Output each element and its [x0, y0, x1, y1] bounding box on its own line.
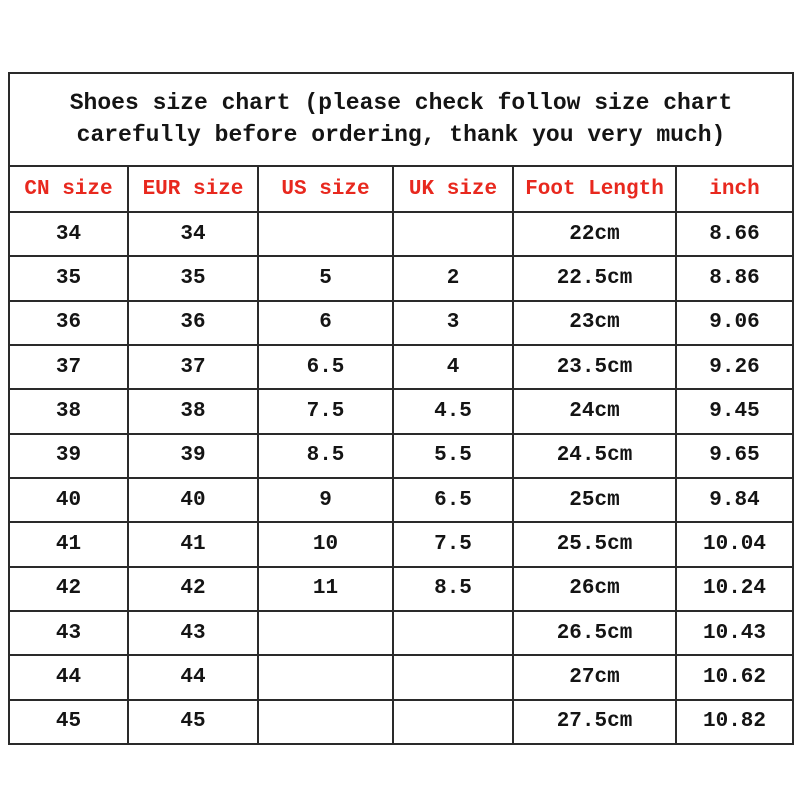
table-cell: 10.82 [676, 700, 793, 744]
table-cell: 23.5cm [513, 345, 676, 389]
table-cell [258, 611, 393, 655]
title-line-2: carefully before ordering, thank you very much) [76, 121, 726, 148]
table-cell: 44 [128, 655, 258, 699]
table-cell: 6.5 [393, 478, 513, 522]
table-cell: 39 [128, 434, 258, 478]
table-row [9, 478, 793, 522]
table-cell: 40 [9, 478, 128, 522]
table-row [9, 522, 793, 566]
table-cell: 27cm [513, 655, 676, 699]
table-cell: 9.26 [676, 345, 793, 389]
table-cell: 9.65 [676, 434, 793, 478]
table-row [9, 256, 793, 300]
table-cell: 26.5cm [513, 611, 676, 655]
table-cell: 37 [9, 345, 128, 389]
table-cell: 4.5 [393, 389, 513, 433]
table-cell [393, 700, 513, 744]
table-cell: 7.5 [393, 522, 513, 566]
table-cell: 45 [128, 700, 258, 744]
table-cell: 8.86 [676, 256, 793, 300]
table-row [9, 611, 793, 655]
table-cell: 10.04 [676, 522, 793, 566]
table-cell [393, 212, 513, 256]
table-header-row [9, 166, 793, 212]
table-cell [258, 655, 393, 699]
table-cell: 10 [258, 522, 393, 566]
table-cell: 5 [258, 256, 393, 300]
table-row [9, 389, 793, 433]
table-cell: 34 [128, 212, 258, 256]
table-cell: 8.66 [676, 212, 793, 256]
table-cell: 43 [128, 611, 258, 655]
table-cell: 10.62 [676, 655, 793, 699]
table-cell: 42 [9, 567, 128, 611]
page-title [9, 73, 793, 166]
table-title-row [9, 73, 793, 166]
shoe-size-chart-table [8, 72, 794, 745]
table-row [9, 567, 793, 611]
table-cell: 25cm [513, 478, 676, 522]
table-cell: 36 [9, 301, 128, 345]
table-cell: 22.5cm [513, 256, 676, 300]
table-cell: 35 [128, 256, 258, 300]
table-cell: 41 [9, 522, 128, 566]
table-cell: 24.5cm [513, 434, 676, 478]
table-cell [258, 700, 393, 744]
table-cell: 9.84 [676, 478, 793, 522]
table-cell: 5.5 [393, 434, 513, 478]
table-cell: 34 [9, 212, 128, 256]
table-cell: 6.5 [258, 345, 393, 389]
table-cell: 41 [128, 522, 258, 566]
table-cell: 22cm [513, 212, 676, 256]
table-cell: 38 [128, 389, 258, 433]
table-cell [258, 212, 393, 256]
table-cell: 24cm [513, 389, 676, 433]
column-header-cn-size: CN size [9, 166, 128, 212]
table-cell: 43 [9, 611, 128, 655]
table-cell: 27.5cm [513, 700, 676, 744]
table-cell: 39 [9, 434, 128, 478]
table-cell [393, 611, 513, 655]
table-cell: 40 [128, 478, 258, 522]
table-cell: 8.5 [258, 434, 393, 478]
column-header-inch: inch [676, 166, 793, 212]
table-row [9, 434, 793, 478]
table-cell: 26cm [513, 567, 676, 611]
column-header-us-size: US size [258, 166, 393, 212]
table-cell: 44 [9, 655, 128, 699]
table-cell: 42 [128, 567, 258, 611]
table-cell: 3 [393, 301, 513, 345]
table-cell: 25.5cm [513, 522, 676, 566]
table-cell: 11 [258, 567, 393, 611]
table-cell: 23cm [513, 301, 676, 345]
table-cell: 9 [258, 478, 393, 522]
table-row [9, 301, 793, 345]
table-row [9, 345, 793, 389]
column-header-eur-size: EUR size [128, 166, 258, 212]
table-cell: 7.5 [258, 389, 393, 433]
table-cell: 9.06 [676, 301, 793, 345]
table-cell [393, 655, 513, 699]
column-header-foot-length: Foot Length [513, 166, 676, 212]
table-row [9, 700, 793, 744]
table-cell: 4 [393, 345, 513, 389]
table-cell: 38 [9, 389, 128, 433]
column-header-uk-size: UK size [393, 166, 513, 212]
table-cell: 2 [393, 256, 513, 300]
table-cell: 9.45 [676, 389, 793, 433]
table-cell: 8.5 [393, 567, 513, 611]
table-cell: 6 [258, 301, 393, 345]
table-cell: 37 [128, 345, 258, 389]
table-cell: 36 [128, 301, 258, 345]
table-row [9, 212, 793, 256]
table-cell: 45 [9, 700, 128, 744]
table-cell: 10.43 [676, 611, 793, 655]
table-cell: 10.24 [676, 567, 793, 611]
table-cell: 35 [9, 256, 128, 300]
table-row [9, 655, 793, 699]
title-line-1: Shoes size chart (please check follow size chart [69, 89, 733, 116]
